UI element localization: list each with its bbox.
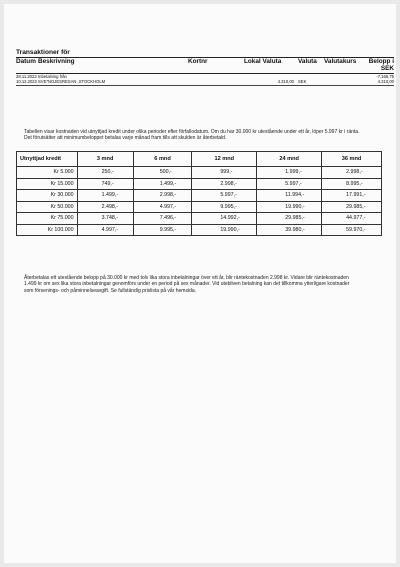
- statement-page: [4, 4, 396, 563]
- table-row: [17, 213, 382, 225]
- cost-cell: 500,-: [133, 167, 192, 179]
- transaction-description: SVE*NOJESRESAN ,STOCKHOLM: [38, 78, 106, 84]
- cost-cell: 39.980,-: [257, 224, 322, 236]
- cost-cell: 7.496,-: [133, 213, 192, 225]
- cost-cell: 250,-: [77, 167, 133, 179]
- credit-cost-table: [16, 151, 382, 236]
- transaction-currency: SEK: [298, 78, 307, 84]
- repayment-explanation: Återbetalas ett utestående belopp på 30.000 kr med tolv lika stora inbetalningar över ett år, blir räntekostnaden 2.998 kr. Vidare blir räntekostnaden 1.499 kr om sex lika stora inbetalningar genomförs under en period på sex månader. Vid utebliven betalning kan det tillkomma ytterligare kostnader som försenings- och påminnelseavgift. Se fullständig prislista på vår hemsida.: [24, 275, 350, 294]
- credit-amount-cell: Kr 30.000: [17, 190, 78, 202]
- interest-explanation: Tabellen visar kostnaden vid utnyttjad kredit under olika perioder efter förfallodatum. Om du har 30.000 kr utestående under ett år, löper 5.997 kr i ränta. Det förutsätter att minimumbeloppet betalas varje månad fram tills att skulden är återbetald.: [24, 129, 360, 142]
- cost-cell: 44.977,-: [322, 213, 382, 225]
- header-local-currency: Lokal Valuta: [244, 58, 282, 65]
- table-row: [17, 224, 382, 236]
- header-rate: Valutakurs: [324, 58, 357, 65]
- credit-table-header: 36 mnd: [322, 152, 382, 167]
- table-row: [17, 167, 382, 179]
- table-row: [17, 201, 382, 213]
- cost-cell: 19.990,-: [192, 224, 257, 236]
- credit-table-header: 6 mnd: [133, 152, 192, 167]
- transaction-local: 4.310,00: [277, 78, 294, 84]
- credit-amount-cell: Kr 75.000: [17, 213, 78, 225]
- cost-cell: 2.998,-: [322, 167, 382, 179]
- cost-cell: 4.997,-: [77, 224, 133, 236]
- credit-table-header: 3 mnd: [77, 152, 133, 167]
- transaction-date: 28.11.2022: [16, 73, 37, 79]
- cost-cell: 17.991,-: [322, 190, 382, 202]
- transactions-section: [16, 49, 394, 86]
- credit-amount-cell: Kr 15.000: [17, 178, 78, 190]
- transaction-amount: -7.166,75: [376, 73, 394, 79]
- transaction-amount: 4.310,00: [377, 78, 394, 84]
- transactions-header-row: [16, 58, 394, 74]
- cost-cell: 4.997,-: [133, 201, 192, 213]
- cost-cell: 29.985,-: [257, 213, 322, 225]
- cost-cell: 2.998,-: [133, 190, 192, 202]
- cost-cell: 29.985,-: [322, 201, 382, 213]
- cost-cell: 9.995,-: [133, 224, 192, 236]
- credit-amount-cell: Kr 5.000: [17, 167, 78, 179]
- cost-cell: 1.499,-: [133, 178, 192, 190]
- cost-cell: 749,-: [77, 178, 133, 190]
- transaction-description: Inbetalning från: [38, 73, 67, 79]
- table-row: [17, 178, 382, 190]
- cost-cell: 19.990,-: [257, 201, 322, 213]
- transactions-divider: [16, 85, 394, 86]
- cost-cell: 59.970,-: [322, 224, 382, 236]
- credit-table-header: 12 mnd: [192, 152, 257, 167]
- header-currency: Valuta: [298, 58, 317, 65]
- cost-cell: 2.998,-: [192, 178, 257, 190]
- credit-table-header: Utnyttjad kredit: [17, 152, 78, 167]
- credit-amount-cell: Kr 100.000: [17, 224, 78, 236]
- transactions-title: Transaktioner för: [16, 49, 394, 58]
- cost-cell: 11.994,-: [257, 190, 322, 202]
- header-amount: Belopp i SEK: [368, 58, 394, 72]
- transaction-row: [16, 79, 394, 84]
- cost-cell: 9.995,-: [192, 201, 257, 213]
- header-card: Kortnr: [188, 58, 208, 65]
- cost-cell: 8.995,-: [322, 178, 382, 190]
- cost-cell: 5.997,-: [192, 190, 257, 202]
- transaction-rate: [324, 79, 358, 84]
- header-date: Datum: [16, 58, 36, 65]
- transaction-card: [188, 79, 244, 84]
- header-description: Beskrivning: [38, 58, 75, 65]
- table-row: [17, 190, 382, 202]
- cost-cell: 1.499,-: [77, 190, 133, 202]
- cost-cell: 1.999,-: [257, 167, 322, 179]
- credit-table-header-row: [17, 152, 382, 167]
- cost-cell: 5.997,-: [257, 178, 322, 190]
- cost-cell: 14.992,-: [192, 213, 257, 225]
- credit-amount-cell: Kr 50.000: [17, 201, 78, 213]
- transaction-date: 10.12.2022: [16, 78, 37, 84]
- cost-cell: 2.498,-: [77, 201, 133, 213]
- credit-table-header: 24 mnd: [257, 152, 322, 167]
- cost-cell: 999,-: [192, 167, 257, 179]
- cost-cell: 3.748,-: [77, 213, 133, 225]
